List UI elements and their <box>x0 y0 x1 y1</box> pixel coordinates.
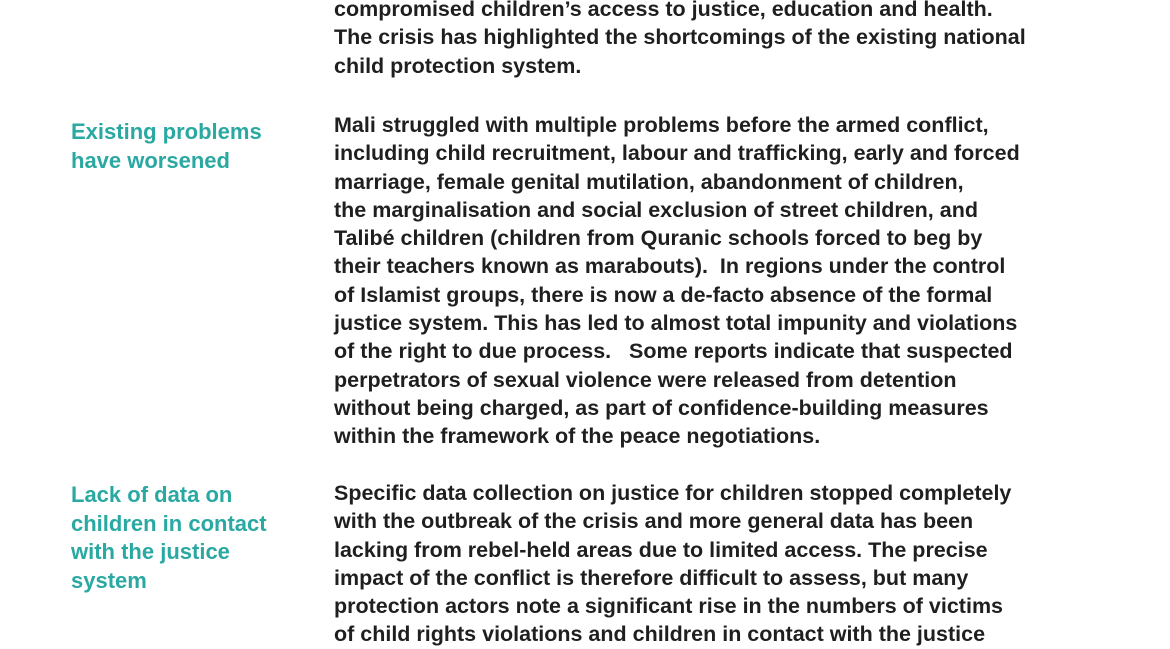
section-heading-lack-of-data <box>71 481 311 595</box>
paragraph-line: their teachers known as marabouts). In regions under the control <box>334 254 1006 279</box>
intro-paragraph <box>334 0 1134 80</box>
paragraph-line: including child recruitment, labour and trafficking, early and forced <box>334 141 1020 166</box>
paragraph-line: the marginalisation and social exclusion of street children, and <box>334 197 978 222</box>
paragraph-line: child protection system. <box>334 53 582 78</box>
paragraph-line: Specific data collection on justice for children stopped completely <box>334 481 1012 505</box>
paragraph-line: Talibé children (children from Quranic schools forced to beg by <box>334 226 983 251</box>
heading-line: Lack of data on <box>71 482 233 507</box>
paragraph-line: compromised children’s access to justice, education and health. <box>334 0 993 21</box>
paragraph-line: of child rights violations and children in contact with the justice <box>334 622 986 647</box>
paragraph-line: without being charged, as part of confidence-building measures <box>334 395 989 420</box>
heading-line: with the justice <box>71 539 230 564</box>
paragraph-line: within the framework of the peace negotiations. <box>334 424 821 449</box>
paragraph-line: of Islamist groups, there is now a de-facto absence of the formal <box>334 282 993 307</box>
heading-line: system <box>71 567 147 593</box>
heading-line: Existing problems <box>71 119 262 144</box>
paragraph-line: lacking from rebel-held areas due to limited access. The precise <box>334 537 988 562</box>
paragraph-line: marriage, female genital mutilation, abandonment of children, <box>334 169 964 194</box>
section-heading-existing-problems <box>71 118 311 175</box>
paragraph-line: of the right to due process. Some reports indicate that suspected <box>334 339 1013 364</box>
paragraph-line: perpetrators of sexual violence were released from detention <box>334 367 957 392</box>
section-paragraph-existing-problems <box>334 111 1134 451</box>
paragraph-line: with the outbreak of the crisis and more general data has been <box>334 509 974 534</box>
paragraph-line: justice system. This has led to almost total impunity and violations <box>334 311 1018 336</box>
paragraph-line: impact of the conflict is therefore difficult to assess, but many <box>334 565 969 590</box>
heading-line: children in contact <box>71 510 267 536</box>
heading-line: have worsened <box>71 147 230 173</box>
paragraph-line: protection actors note a significant rise in the numbers of victims <box>334 594 1004 619</box>
paragraph-line: Mali struggled with multiple problems before the armed conflict, <box>334 113 989 137</box>
paragraph-line: The crisis has highlighted the shortcomings of the existing national <box>334 25 1026 50</box>
section-paragraph-lack-of-data <box>334 479 1134 649</box>
